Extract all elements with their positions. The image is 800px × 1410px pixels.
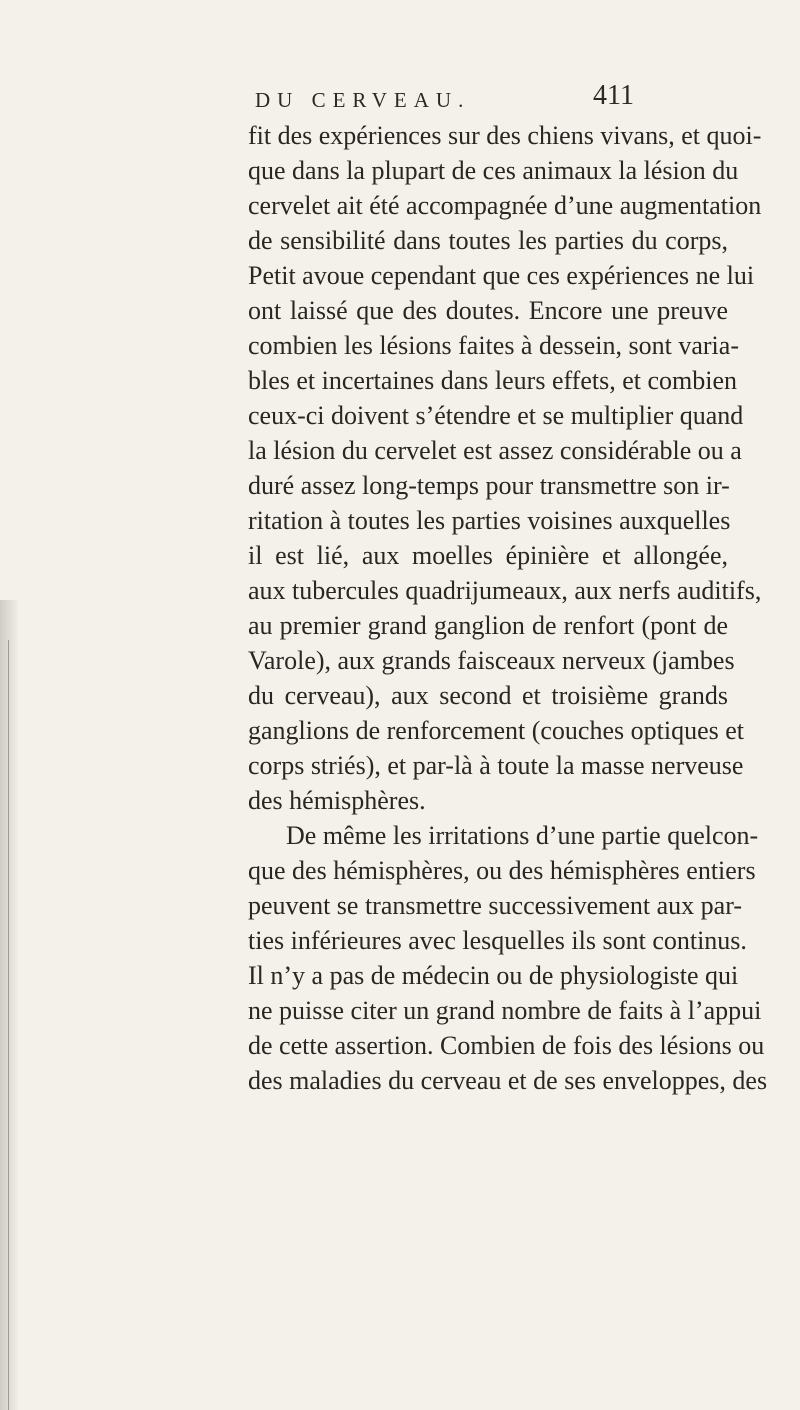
text-line: de cette assertion. Combien de fois des lésions ou	[248, 1031, 765, 1060]
text-line: fit des expériences sur des chiens vivans, et quoi-	[248, 121, 762, 150]
text-line: peuvent se transmettre successivement aux par-	[248, 891, 743, 920]
text-line: ne puisse citer un grand nombre de faits à l’appui	[248, 996, 762, 1025]
text-line: que des hémisphères, ou des hémisphères entiers	[248, 856, 756, 885]
text-line: du cerveau), aux second et troisième grands	[248, 681, 728, 710]
text-line: Varole), aux grands faisceaux nerveux (jambes	[248, 646, 735, 675]
text-line: ganglions de renforcement (couches optiques et	[248, 716, 744, 745]
page-number: 411	[593, 80, 634, 111]
text-line: combien les lésions faites à dessein, sont varia-	[248, 331, 739, 360]
text-line: De même les irritations d’une partie quelcon-	[286, 821, 759, 850]
text-line: il est lié, aux moelles épinière et allongée,	[248, 541, 728, 570]
text-line: Petit avoue cependant que ces expériences ne lui	[248, 261, 755, 290]
text-line: ties inférieures avec lesquelles ils sont continus.	[248, 926, 747, 955]
text-line: corps striés), et par-là à toute la masse nerveuse	[248, 751, 744, 780]
running-head	[0, 78, 800, 118]
text-line: des hémisphères.	[248, 786, 426, 815]
text-line: ritation à toutes les parties voisines auxquelles	[248, 506, 731, 535]
text-line: ceux-ci doivent s’étendre et se multiplier quand	[248, 401, 744, 430]
text-line: de sensibilité dans toutes les parties du corps,	[248, 226, 728, 255]
text-line: la lésion du cervelet est assez considérable ou a	[248, 436, 742, 465]
text-line: cervelet ait été accompagnée d’une augmentation	[248, 191, 762, 220]
text-line: aux tubercules quadrijumeaux, aux nerfs auditifs,	[248, 576, 762, 605]
gutter-shadow	[0, 600, 18, 1410]
text-line: bles et incertaines dans leurs effets, et combien	[248, 366, 738, 395]
text-line: ont laissé que des doutes. Encore une preuve	[248, 296, 728, 325]
text-line: au premier grand ganglion de renfort (pont de	[248, 611, 728, 640]
text-line: que dans la plupart de ces animaux la lésion du	[248, 156, 739, 185]
text-line: Il n’y a pas de médecin ou de physiologiste qui	[248, 961, 739, 990]
gutter-edge	[8, 640, 9, 1410]
text-line: duré assez long-temps pour transmettre son ir-	[248, 471, 730, 500]
running-title: DU CERVEAU.	[255, 88, 471, 112]
text-line: des maladies du cerveau et de ses enveloppes, des	[248, 1066, 768, 1095]
